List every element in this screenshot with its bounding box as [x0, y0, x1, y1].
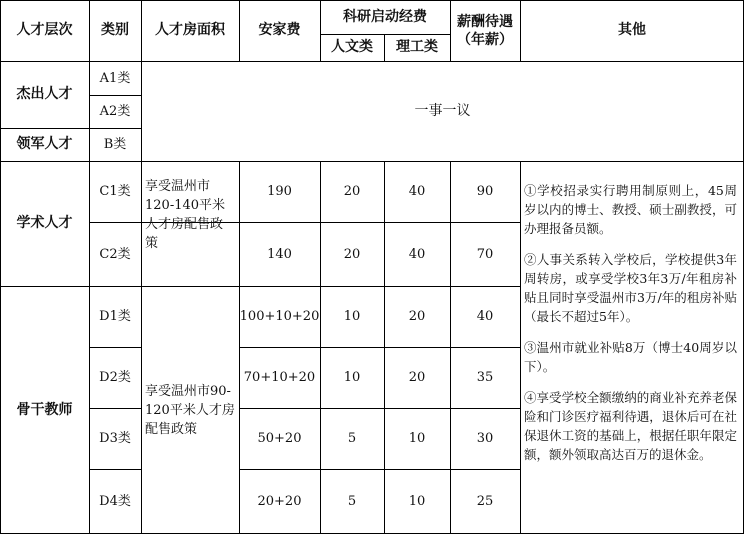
- header-salary-line2: （年薪）: [457, 31, 513, 48]
- housing-policy-d: 享受温州市90-120平米人才房配售政策: [145, 383, 235, 437]
- category-cell: D4类: [99, 493, 131, 509]
- negotiable-cell: 一事一议: [414, 102, 471, 119]
- category-cell: B类: [103, 137, 127, 152]
- category-cell: D2类: [99, 370, 131, 385]
- science-fund-cell: 40: [408, 246, 426, 262]
- level-outstanding: 杰出人才: [16, 86, 73, 102]
- science-fund-cell: 20: [408, 309, 426, 324]
- settle-fee-cell: 190: [267, 184, 292, 199]
- category-cell: A1类: [99, 70, 131, 86]
- salary-cell: 25: [476, 493, 494, 509]
- salary-cell: 90: [476, 184, 494, 199]
- category-cell: D1类: [99, 309, 131, 324]
- category-cell: C2类: [99, 246, 131, 262]
- settle-fee-cell: 50+20: [257, 431, 302, 446]
- settle-fee-cell: 140: [267, 246, 292, 262]
- salary-cell: 40: [476, 309, 494, 324]
- header-housing: 人才房面积: [155, 22, 225, 38]
- header-salary: [450, 0, 520, 61]
- header-settle-fee: 安家费: [258, 22, 301, 38]
- other-notes: [520, 161, 743, 533]
- level-leading: 领军人才: [16, 136, 73, 152]
- science-fund-cell: 20: [408, 370, 426, 385]
- category-cell: A2类: [99, 104, 131, 119]
- salary-cell: 70: [476, 246, 494, 262]
- science-fund-cell: 10: [408, 493, 426, 509]
- header-science: 理工类: [396, 39, 438, 55]
- header-research-funds: 科研启动经费: [343, 8, 427, 25]
- humanities-fund-cell: 10: [343, 370, 361, 385]
- humanities-fund-cell: 10: [343, 309, 361, 324]
- other-note: ④享受学校全额缴纳的商业补充养老保险和门诊医疗福利待遇，退休后可在社保退休工资的基础上，根据任职年限定额，额外领取高达百万的退休金。: [524, 390, 737, 462]
- science-fund-cell: 10: [408, 431, 426, 446]
- settle-fee-cell: 20+20: [257, 493, 302, 509]
- header-salary-line1: 薪酬待遇: [457, 13, 513, 30]
- other-note: ①学校招录实行聘用制原则上，45周岁以内的博士、教授、硕士副教授，可办理报备员额。: [524, 183, 737, 236]
- humanities-fund-cell: 5: [347, 431, 357, 446]
- header-level: 人才层次: [16, 22, 73, 38]
- housing-policy-c: 享受温州市120-140平米人才房配售政策: [145, 179, 226, 251]
- other-note: ②人事关系转入学校后，学校提供3年周转房，或享受学校3年3万/年租房补贴且同时享受温州市3万/年的租房补贴（最长不超过5年）。: [524, 252, 737, 324]
- salary-cell: 35: [476, 370, 494, 385]
- settle-fee-cell: 70+10+20: [243, 370, 316, 385]
- header-category: 类别: [101, 22, 129, 38]
- settle-fee-cell: 100+10+20: [239, 309, 320, 324]
- category-cell: D3类: [99, 431, 131, 446]
- humanities-fund-cell: 5: [347, 493, 357, 509]
- humanities-fund-cell: 20: [343, 246, 361, 262]
- header-humanities: 人文类: [331, 39, 373, 55]
- level-backbone: 骨干教师: [16, 401, 73, 418]
- science-fund-cell: 40: [408, 184, 426, 199]
- humanities-fund-cell: 20: [343, 184, 361, 199]
- header-other: 其他: [618, 22, 646, 38]
- salary-cell: 30: [476, 431, 494, 446]
- level-academic: 学术人才: [16, 215, 73, 231]
- other-note: ③温州市就业补贴8万（博士40周岁以下）。: [524, 340, 737, 374]
- category-cell: C1类: [99, 184, 131, 199]
